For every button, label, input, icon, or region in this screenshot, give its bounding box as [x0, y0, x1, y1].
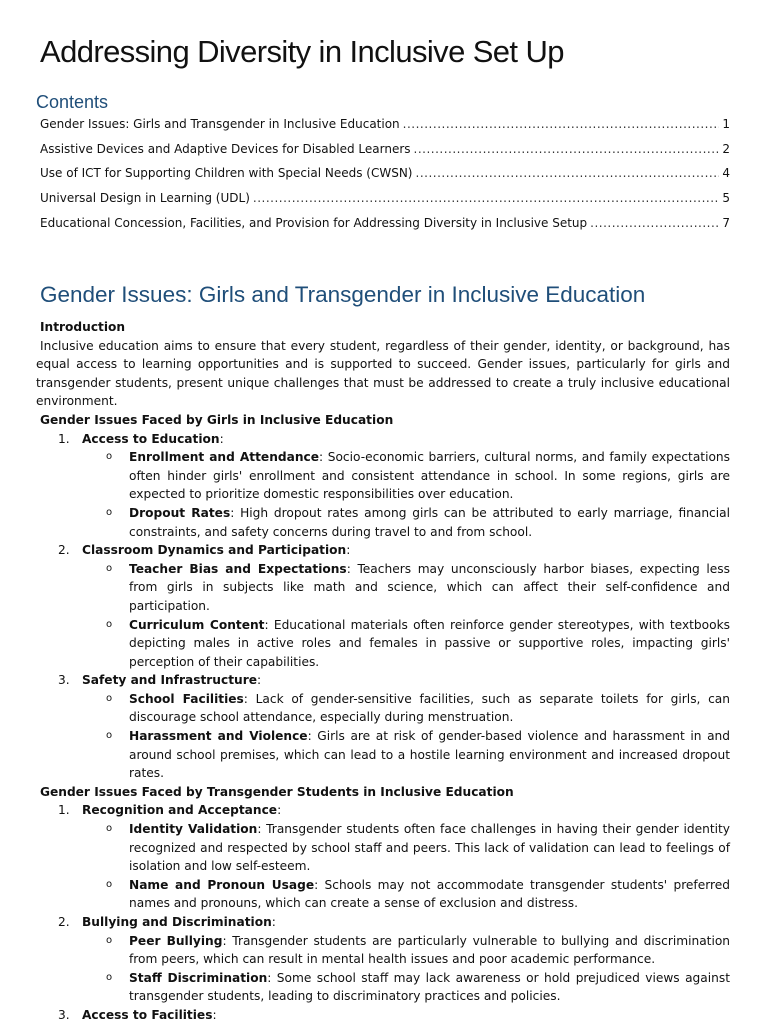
list-item: 3. Safety and Infrastructure: o School Facilities: Lack of gender-sensitive facilities, such as separate toilets for girls, can discourage school attendance, especially during menstruation. o Harassment and Violence: Girls are at risk of gender-based violence and harassment in and around school premises, which can lead to a hostile learning environment and increased dropout rates.	[36, 671, 730, 783]
point-title: School Facilities	[129, 691, 244, 706]
sub-list	[82, 932, 730, 1006]
list-item-title: Access to Education	[82, 431, 220, 446]
list-number: 3.	[58, 1007, 70, 1022]
list-number: 2.	[58, 543, 70, 558]
bullet-icon: o	[106, 618, 113, 630]
point-text: Transgender students are particularly vulnerable to bullying and discrimination from peers, which can result in mental health issues and poor academic performance.	[129, 933, 731, 967]
toc-entry-text: Use of ICT for Supporting Children with Special Needs (CWSN)	[40, 166, 413, 181]
girls-issues-heading: Gender Issues Faced by Girls in Inclusive Education	[40, 412, 394, 427]
toc-page-number: 7	[722, 215, 730, 230]
bullet-icon: o	[106, 934, 113, 946]
transgender-issues-heading: Gender Issues Faced by Transgender Students in Inclusive Education	[40, 784, 514, 799]
sub-list-item: o Name and Pronoun Usage: Schools may not accommodate transgender students' preferred names and pronouns, which can create a sense of exclusion and distress.	[106, 877, 730, 911]
bullet-icon: o	[106, 506, 113, 518]
girls-issues-list	[36, 430, 730, 783]
bullet-icon: o	[106, 823, 113, 835]
point-text: High dropout rates among girls can be attributed to early marriage, financial constraints, and safety concerns during travel to and from school.	[129, 505, 730, 539]
document-title: Addressing Diversity in Inclusive Set Up	[40, 34, 564, 69]
sub-list-item: o School Facilities: Lack of gender-sensitive facilities, such as separate toilets for girls, can discourage school attendance, especially during menstruation.	[106, 691, 731, 725]
point-title: Dropout Rates	[129, 505, 231, 520]
list-item: 3. Access to Facilities:	[36, 1006, 730, 1025]
toc-entry-udl[interactable]	[40, 190, 730, 215]
table-of-contents	[40, 116, 730, 239]
intro-heading: Introduction	[40, 320, 126, 334]
list-item: 2. Classroom Dynamics and Participation: o Teacher Bias and Expectations: Teachers may unconsciously harbor biases, expecting less from girls in subjects like math and science, which can affect their self-confidence and participation. o Curriculum Content: Educational materials often reinforce gender stereotypes, with textbooks depicting males in active roles and females in passive or supportive roles, impacting girls' perception of their capabilities.	[36, 541, 730, 671]
bullet-icon: o	[106, 562, 113, 574]
list-item-title: Recognition and Acceptance	[82, 803, 278, 818]
toc-entry-text: Gender Issues: Girls and Transgender in Inclusive Education	[40, 117, 400, 131]
toc-leader-dots	[253, 190, 719, 207]
toc-entry-gender-issues[interactable]	[40, 116, 730, 141]
toc-leader-dots	[590, 215, 719, 232]
list-number: 1.	[58, 803, 70, 818]
toc-entry-text: Assistive Devices and Adaptive Devices for Disabled Learners	[40, 141, 411, 156]
toc-entry-ict[interactable]	[40, 165, 730, 190]
toc-page-number: 2	[722, 141, 730, 156]
intro-paragraph: Inclusive education aims to ensure that every student, regardless of their gender, identity, or background, has equal access to learning opportunities and is supported to succeed. Gender issues, particularly for girls and transgender students, present unique challenges that must be addressed to create a truly inclusive educational environment.	[36, 338, 730, 409]
sub-list	[82, 820, 730, 913]
point-title: Teacher Bias and Expectations	[129, 561, 347, 576]
transgender-issues-list	[36, 801, 730, 1024]
sub-list	[82, 690, 730, 783]
sub-list-item: o Harassment and Violence: Girls are at risk of gender-based violence and harassment in and around school premises, which can lead to a hostile learning environment and increased dropout rates.	[106, 729, 731, 781]
list-item: 2. Bullying and Discrimination: o Peer Bullying: Transgender students are particularly vulnerable to bullying and discrimination from peers, which can result in mental health issues and poor academic performance. o Staff Discrimination: Some school staff may lack awareness or hold prejudiced views against transgender students, leading to discriminatory practices and policies.	[36, 913, 730, 1006]
sub-list-item: o Identity Validation: Transgender students often face challenges in having their gender identity recognized and respected by school staff and peers. This lack of validation can lead to feelings of isolation and low self-esteem.	[106, 822, 730, 874]
toc-page-number: 1	[722, 117, 730, 131]
sub-list-item: o Curriculum Content: Educational materials often reinforce gender stereotypes, with textbooks depicting males in active roles and females in passive or supportive roles, impacting girls' perception of their capabilities.	[106, 617, 730, 669]
toc-page-number: 5	[722, 191, 730, 206]
point-text: Transgender students often face challenges in having their gender identity recognized and respected by school staff and peers. This lack of validation can lead to feelings of isolation and low self-esteem.	[129, 822, 730, 874]
list-number: 2.	[58, 915, 70, 929]
bullet-icon: o	[106, 971, 113, 983]
toc-leader-dots	[403, 116, 720, 133]
sub-list-item: o Enrollment and Attendance: Socio-economic barriers, cultural norms, and family expectations often hinder girls' enrollment and consistent attendance in school. In some regions, girls are expected to prioritize domestic responsibilities over education.	[106, 450, 730, 502]
point-title: Staff Discrimination	[129, 970, 268, 985]
sub-list-item: o Staff Discrimination: Some school staff may lack awareness or hold prejudiced views against transgender students, leading to discriminatory practices and policies.	[106, 970, 730, 1004]
point-text: Lack of gender-sensitive facilities, such as separate toilets for girls, can discourage school attendance, especially during menstruation.	[129, 691, 731, 725]
sub-list	[82, 560, 730, 672]
point-title: Harassment and Violence	[129, 729, 308, 744]
toc-leader-dots	[416, 165, 720, 182]
section-body	[36, 318, 730, 1025]
list-item: 1. Access to Education: o Enrollment and Attendance: Socio-economic barriers, cultural norms, and family expectations often hinder girls' enrollment and consistent attendance in school. In some regions, girls are expected to prioritize domestic responsibilities over education. o Dropout Rates: High dropout rates among girls can be attributed to early marriage, financial constraints, and safety concerns during travel to and from school.	[36, 430, 730, 542]
point-title: Identity Validation	[129, 822, 258, 837]
sub-list-item: o Dropout Rates: High dropout rates among girls can be attributed to early marriage, financial constraints, and safety concerns during travel to and from school.	[106, 505, 730, 539]
point-text: Socio-economic barriers, cultural norms, and family expectations often hinder girls' enrollment and consistent attendance in school. In some regions, girls are expected to prioritize domestic responsibilities over education.	[129, 450, 730, 502]
bullet-icon: o	[106, 692, 113, 704]
list-item-title: Classroom Dynamics and Participation	[82, 543, 347, 558]
list-number: 1.	[58, 431, 70, 446]
bullet-icon: o	[106, 878, 113, 890]
toc-entry-educational-concession[interactable]	[40, 215, 730, 240]
sub-list-item: o Teacher Bias and Expectations: Teachers may unconsciously harbor biases, expecting less from girls in subjects like math and science, which can affect their self-confidence and participation.	[106, 561, 730, 613]
toc-entry-text: Universal Design in Learning (UDL)	[40, 191, 250, 206]
point-title: Curriculum Content	[129, 617, 265, 632]
section-heading: Gender Issues: Girls and Transgender in Inclusive Education	[40, 282, 646, 307]
list-item: 1. Recognition and Acceptance: o Identity Validation: Transgender students often face challenges in having their gender identity recognized and respected by school staff and peers. This lack of validation can lead to feelings of isolation and low self-esteem. o Name and Pronoun Usage: Schools may not accommodate transgender students' preferred names and pronouns, which can create a sense of exclusion and distress.	[36, 801, 730, 913]
list-number: 3.	[58, 673, 70, 688]
toc-page-number: 4	[722, 166, 730, 181]
list-item-title: Bullying and Discrimination	[82, 915, 272, 929]
toc-entry-text: Educational Concession, Facilities, and Provision for Addressing Diversity in Inclusive Setup	[40, 215, 588, 230]
toc-heading: Contents	[36, 92, 109, 112]
point-text: Girls are at risk of gender-based violence and harassment in and around school premises, which can lead to a hostile learning environment and increased dropout rates.	[129, 729, 731, 781]
sub-list-item: o Peer Bullying: Transgender students are particularly vulnerable to bullying and discrimination from peers, which can result in mental health issues and poor academic performance.	[106, 933, 731, 967]
bullet-icon: o	[106, 730, 113, 742]
list-item-title: Access to Facilities	[82, 1007, 213, 1022]
toc-entry-assistive-devices[interactable]	[40, 141, 730, 166]
point-text: Schools may not accommodate transgender students' preferred names and pronouns, which can create a sense of exclusion and distress.	[129, 877, 730, 911]
point-text: Teachers may unconsciously harbor biases, expecting less from girls in subjects like math and science, which can affect their self-confidence and participation.	[129, 561, 730, 613]
toc-leader-dots	[414, 141, 720, 158]
point-title: Name and Pronoun Usage	[129, 877, 315, 892]
point-text: Educational materials often reinforce gender stereotypes, with textbooks depicting males in active roles and females in passive or supportive roles, impacting girls' perception of their capabilities.	[129, 617, 730, 669]
bullet-icon: o	[106, 451, 113, 463]
point-text: Some school staff may lack awareness or hold prejudiced views against transgender students, leading to discriminatory practices and policies.	[129, 970, 730, 1004]
point-title: Peer Bullying	[129, 933, 223, 948]
point-title: Enrollment and Attendance	[129, 450, 319, 465]
list-item-title: Safety and Infrastructure	[82, 673, 257, 688]
sub-list	[82, 448, 730, 541]
